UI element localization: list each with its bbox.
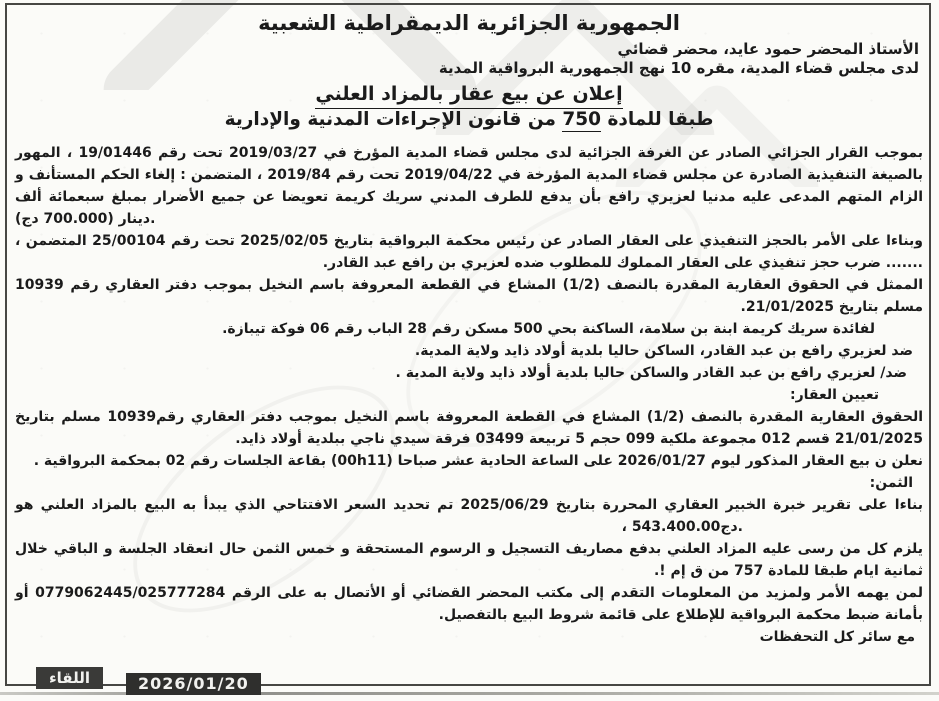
auction-title-text: إعلان عن بيع عقار بالمزاد العلني xyxy=(315,83,622,109)
reservations-line: مع سائر كل التحفظات xyxy=(759,629,915,645)
legal-article-line xyxy=(15,109,923,130)
document-content xyxy=(15,8,923,648)
against-line-2: ضد/ لعزيري رافع بن عبد القادر والساكن حاليا بلدية أولاد ذايد ولاية المدية . xyxy=(395,365,907,381)
article-number: 750 xyxy=(562,109,601,130)
paragraph-sale-datetime: نعلن ن بيع العقار المذكور ليوم 2026/01/27 على الساعة الحادية عشر صباحا (00h11) بقاعة الجلسات رقم 02 بمحكمة البرواقية . xyxy=(33,453,923,469)
paragraph-property-rights: الممثل في الحقوق العقارية المقدرة بالنصف (1/2) المشاع في القطعة المعروفة باسم النخيل بموجب دفتر العقاري رقم 10939 مسلم بتاريخ 21/01/2025. xyxy=(15,277,923,315)
stamp-label: اللقاء xyxy=(36,667,103,689)
property-designation-heading: تعيين العقار: xyxy=(789,387,879,403)
paragraph-property-details: الحقوق العقارية المقدرة بالنصف (1/2) المشاع في القطعة المعروفة باسم النخيل بموجب دفتر العقاري رقم10939 مسلم بتاريخ 21/01/2025 قسم 012 مجموعة ملكية 099 حجم 5 تربيعة 03499 فرقة سيدي ناجي ببلدية أولاد ذايد. xyxy=(15,409,924,447)
article-prefix: طبقا للمادة xyxy=(601,109,714,130)
office-address-line: لدى مجلس قضاء المدية، مقره 10 نهج الجمهورية البرواقية المدية xyxy=(438,59,919,77)
paragraph-payment-obligations: يلزم كل من رسى عليه المزاد العلني بدفع مصاريف التسجيل و الرسوم المستحقة و خمس الثمن حال انعقاد الجلسة و الباقي خلال ثمانية ايام طبقا للمادة 757 من ق إم !. xyxy=(15,541,923,579)
republic-title: الجمهورية الجزائرية الديمقراطية الشعبية xyxy=(258,11,680,35)
amount-line: دينار (700.000 دج). xyxy=(15,211,156,227)
paragraph-price-basis: بناءا على تقرير خبرة الخبير العقاري المحررة بتاريخ 2025/06/29 تم تحديد السعر الافتتاحي الذي يبدأ به البيع بالمزاد العلني هو xyxy=(15,497,923,513)
against-line-1: ضد لعزيري رافع بن عبد القادر، الساكن حاليا بلدية أولاد ذايد ولاية المدية. xyxy=(414,343,913,359)
paragraph-contact-info: لمن يهمه الأمر ولمزيد من المعلومات التقدم إلى مكتب المحضر القضائي أو الأتصال به على الرقم 0779062445/025777284 أو بأمانة ضبط محكمة البرواقية للإطلاع على قائمة شروط البيع بالتفصيل. xyxy=(15,585,924,623)
auction-title xyxy=(15,83,923,105)
article-suffix: من قانون الإجراءات المدنية والإدارية xyxy=(224,109,563,130)
beneficiary-line: لفائدة سريك كريمة ابنة بن سلامة، الساكنة بحي 500 مسكن رقم 28 الباب رقم 06 فوكة تيبازة. xyxy=(222,321,875,337)
paragraph-criminal-decision: بموجب القرار الجزائي الصادر عن الغرفة الجزائية لدى مجلس قضاء المدية المؤرخ في 2019/03/27 تحت رقم 19/01446 ، المهور بالصيغة التنفيذية الصادرة عن مجلس قضاء المدية المؤرخة في 2019/04/22 تحت رقم 2019/84 ، المتضمن : إلغاء الحكم المستأنف و الزام المتهم المدعى عليه مدنيا لعزيري رافع بأن يدفع للطرف المدني سريك كريمة تعويضا عن جميع الأضرار بمبلغ سبعمائة ألف xyxy=(15,145,924,205)
bailiff-name-line: الأستاذ المحضر حمود عايد، محضر قضائي xyxy=(617,40,919,58)
opening-price-line: ، 543.400.00دج. xyxy=(621,519,743,535)
price-heading: الثمن: xyxy=(869,475,913,491)
stamp-date: 2026/01/20 xyxy=(126,673,261,695)
paragraph-seizure-order: وبناءا على الأمر بالحجز التنفيذي على العقار الصادر عن رئيس محكمة البرواقية بتاريخ 2025/02/05 تحت رقم 25/00104 المتضمن ، ....... ضرب حجز تنفيذي على العقار المملوك للمطلوب ضده لعزيري بن رافع عبد القادر. xyxy=(15,233,923,271)
